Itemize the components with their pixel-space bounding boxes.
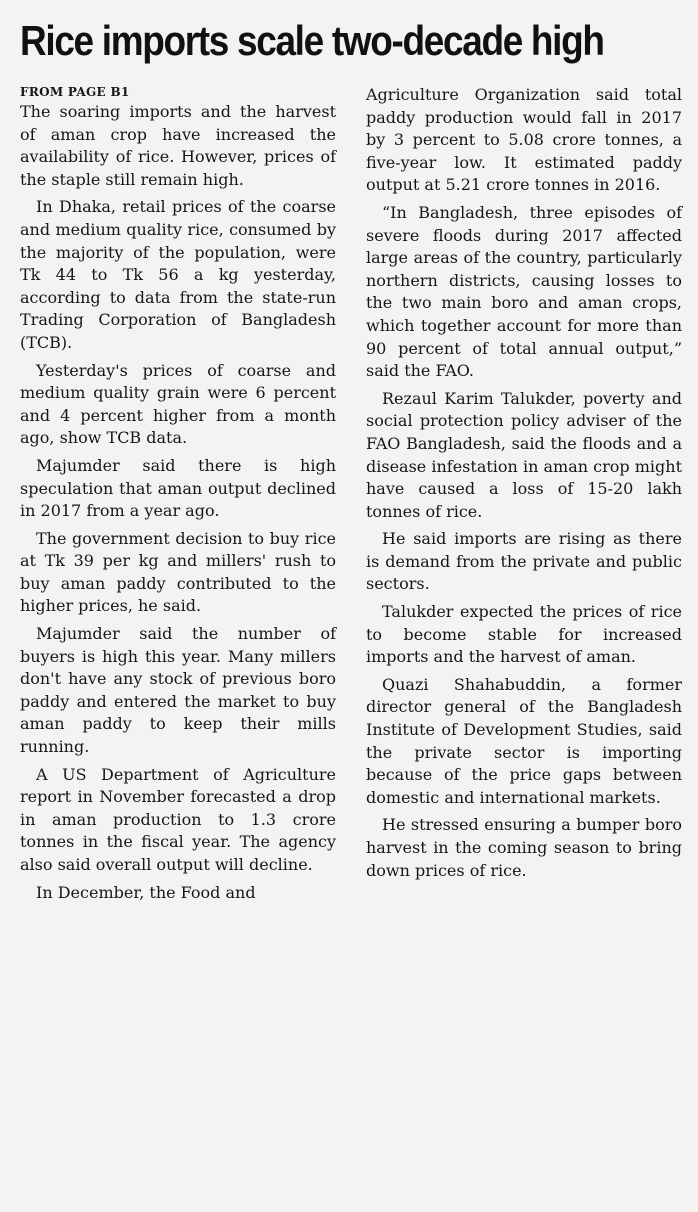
headline: Rice imports scale two-decade high	[20, 17, 604, 64]
paragraph: The government decision to buy rice at Tk 39 per kg and millers' rush to buy aman paddy contributed to the higher prices, he said.	[20, 528, 336, 616]
paragraph: Rezaul Karim Talukder, poverty and social protection policy adviser of the FAO Bangladesh, said the floods and a disease infestation in aman crop might have caused a loss of 15-20 lakh tonnes of rice.	[366, 388, 682, 521]
continued-from-label: FROM PAGE B1	[20, 85, 130, 99]
paragraph: He said imports are rising as there is demand from the private and public sectors.	[366, 529, 682, 594]
paragraph: Majumder said there is high speculation that aman output declined in 2017 from a year ago.	[20, 455, 336, 521]
paragraph: Quazi Shahabuddin, a former director general of the Bangladesh Institute of Development Studies, said the private sector is importing because of the price gaps between domestic and international markets.	[366, 674, 682, 807]
left-column	[20, 84, 336, 909]
paragraph: Talukder expected the prices of rice to become stable for increased imports and the harvest of aman.	[366, 602, 682, 667]
paragraph: Yesterday's prices of coarse and medium quality grain were 6 percent and 4 percent higher from a month ago, show TCB data.	[20, 360, 336, 448]
paragraph: In December, the Food and	[36, 882, 256, 902]
paragraph: In Dhaka, retail prices of the coarse and medium quality rice, consumed by the majority of the population, were Tk 44 to Tk 56 a kg yesterday, according to data from the state-run Trading Corporation of Bangladesh (TCB).	[20, 197, 336, 352]
paragraph: The soaring imports and the harvest of aman crop have increased the availability of rice. However, prices of the staple still remain high.	[20, 102, 336, 189]
paragraph: “In Bangladesh, three episodes of severe floods during 2017 affected large areas of the country, particularly northern districts, causing losses to the two main boro and aman crops, which together account for more than 90 percent of total annual output,” said the FAO.	[366, 202, 682, 381]
paragraph: A US Department of Agriculture report in November forecasted a drop in aman production to 1.3 crore tonnes in the fiscal year. The agency also said overall output will decline.	[20, 764, 336, 874]
right-column	[366, 84, 682, 909]
paragraph: He stressed ensuring a bumper boro harvest in the coming season to bring down prices of rice.	[366, 815, 682, 880]
paragraph: Majumder said the number of buyers is high this year. Many millers don't have any stock of previous boro paddy and entered the market to buy aman paddy to keep their mills running.	[20, 624, 336, 757]
paragraph: Agriculture Organization said total paddy production would fall in 2017 by 3 percent to 5.08 crore tonnes, a five-year low. It estimated paddy output at 5.21 crore tonnes in 2016.	[366, 85, 682, 195]
article-body	[20, 84, 682, 909]
